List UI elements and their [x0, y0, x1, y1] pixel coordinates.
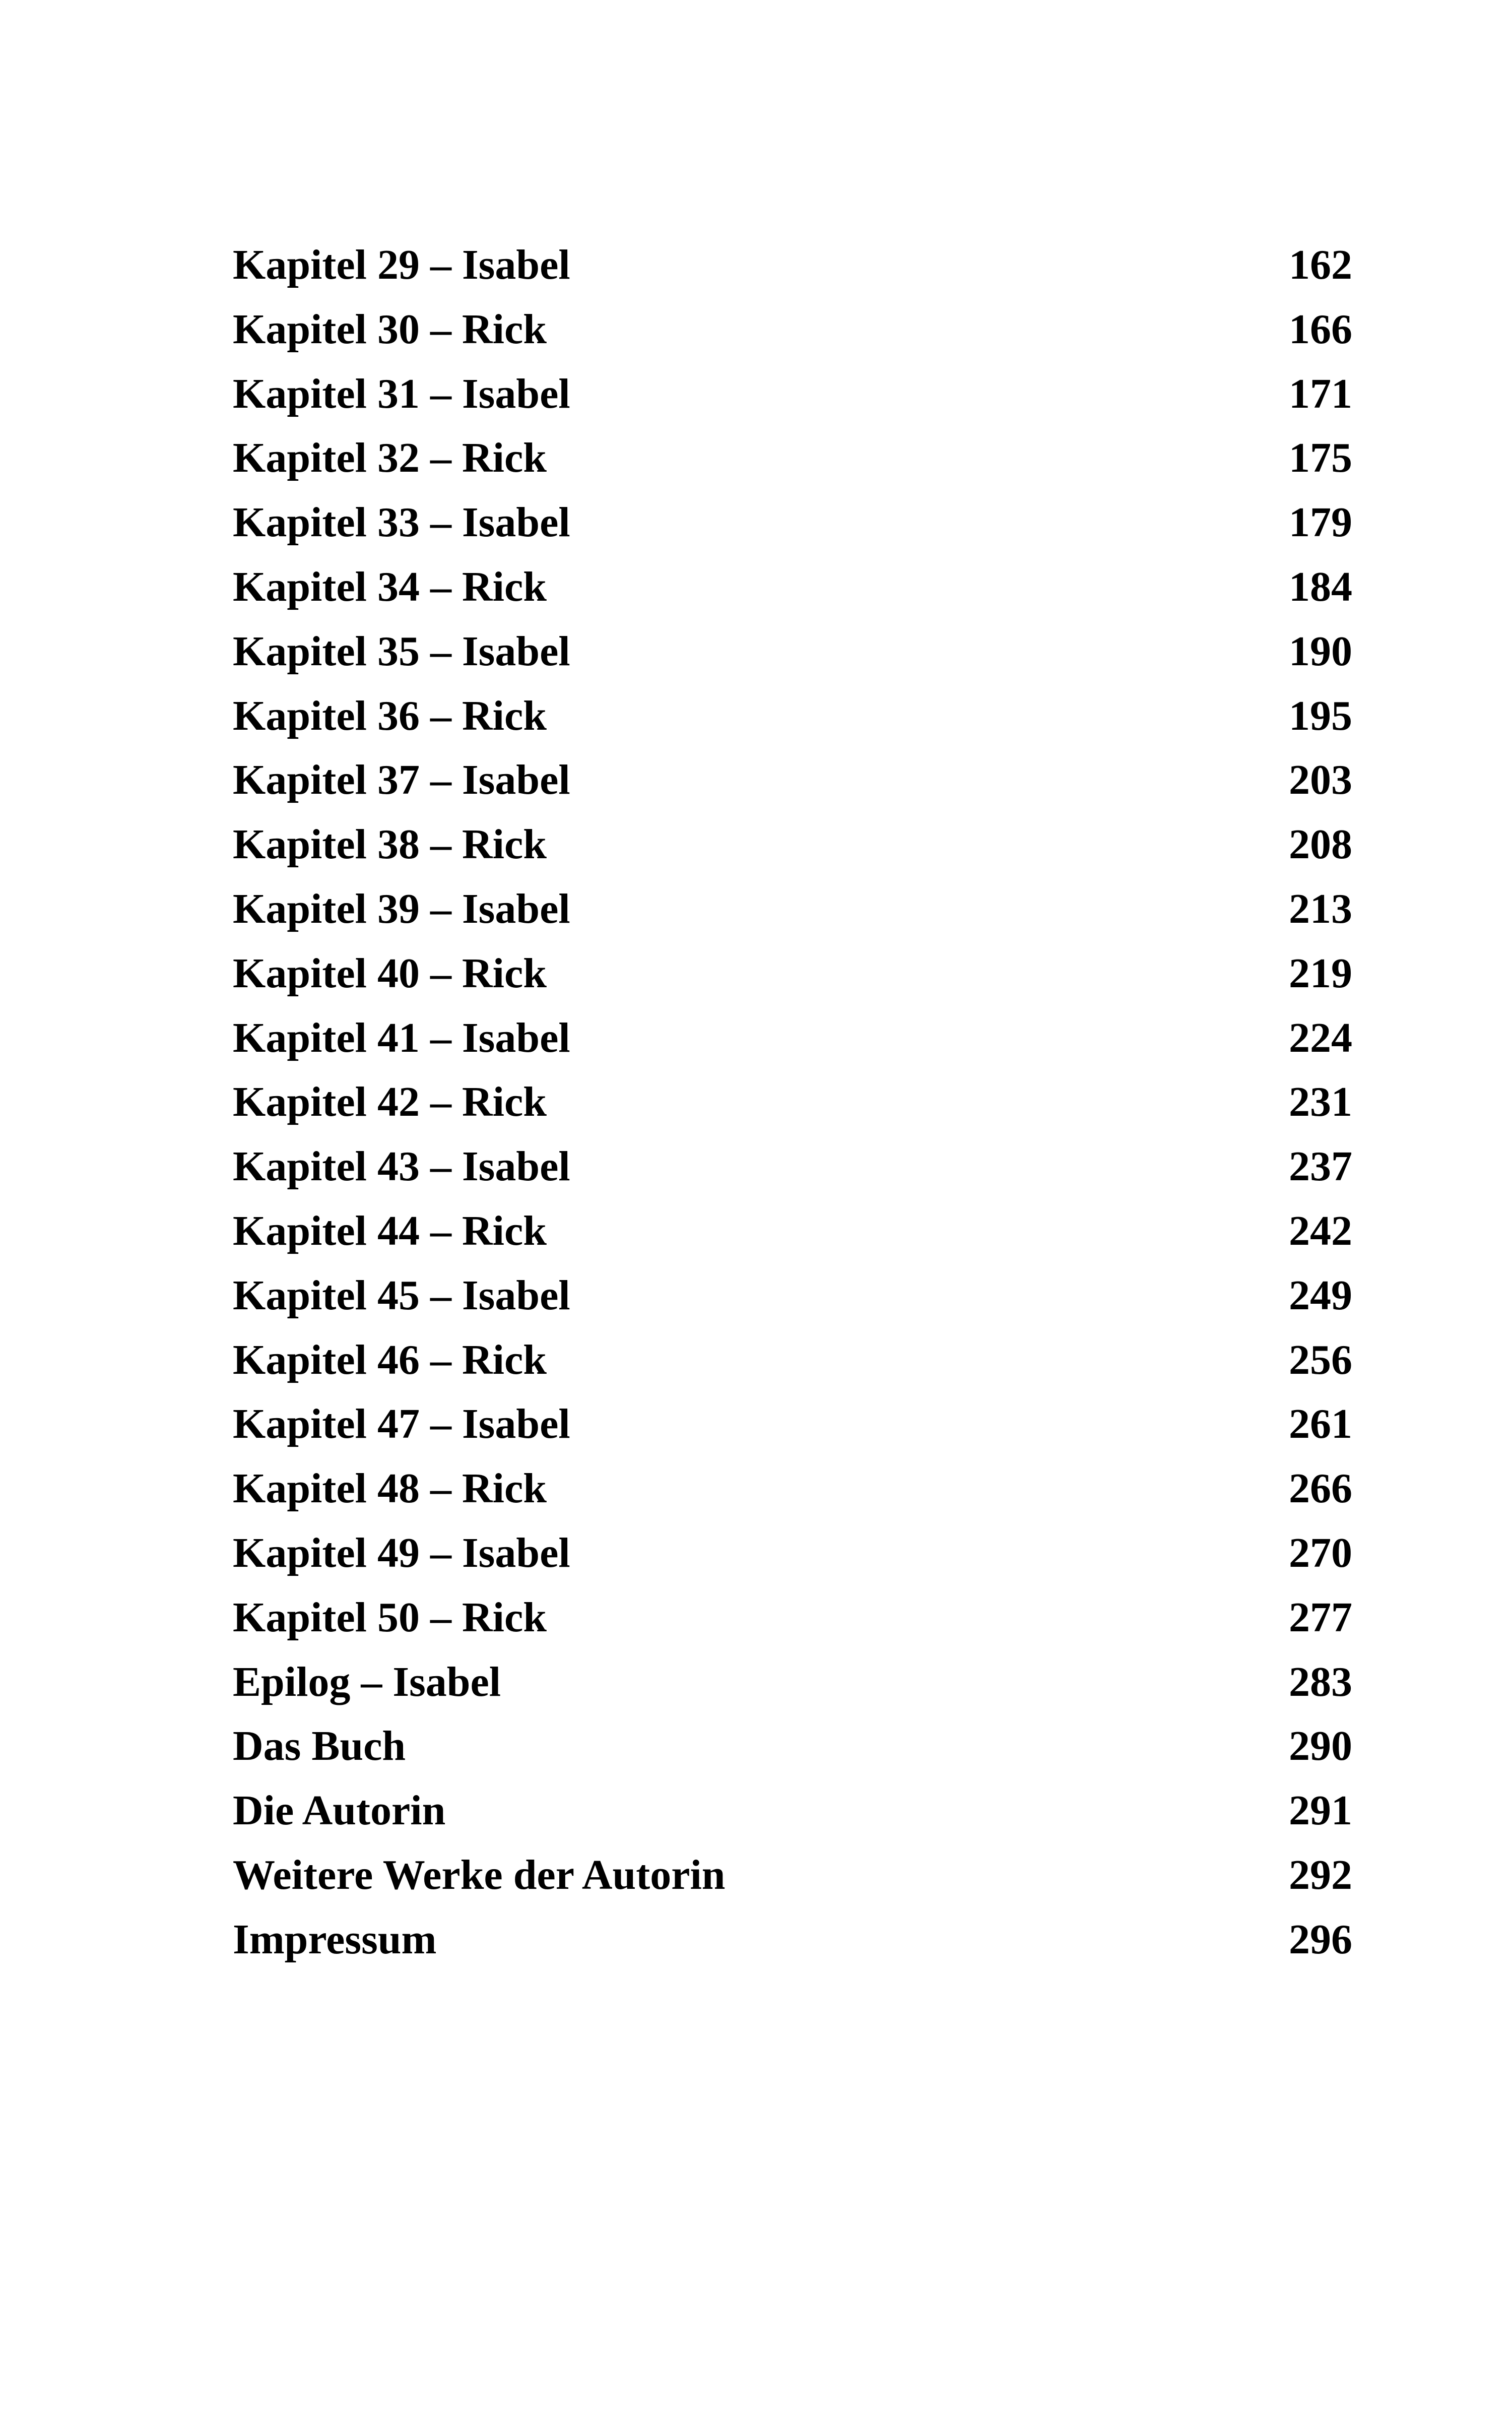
- toc-entry-page-number: 292: [1289, 1851, 1352, 1898]
- toc-entry-title: Kapitel 46 – Rick: [233, 1336, 547, 1383]
- toc-entry-kapitel-38[interactable]: [233, 812, 1352, 877]
- toc-entry-page-number: 213: [1289, 885, 1352, 932]
- toc-entry-page-number: 171: [1289, 370, 1352, 417]
- toc-entry-kapitel-47[interactable]: [233, 1392, 1352, 1456]
- toc-entry-title: Impressum: [233, 1916, 437, 1963]
- toc-entry-page-number: 179: [1289, 499, 1352, 546]
- toc-entry-page-number: 203: [1289, 756, 1352, 804]
- toc-entry-page-number: 231: [1289, 1078, 1352, 1126]
- toc-entry-page-number: 237: [1289, 1143, 1352, 1190]
- toc-entry-kapitel-32[interactable]: [233, 426, 1352, 490]
- toc-entry-kapitel-49[interactable]: [233, 1521, 1352, 1585]
- toc-entry-page-number: 175: [1289, 434, 1352, 482]
- toc-entry-title: Kapitel 43 – Isabel: [233, 1143, 570, 1190]
- toc-entry-kapitel-39[interactable]: [233, 877, 1352, 941]
- toc-entry-epilog[interactable]: [233, 1650, 1352, 1714]
- toc-entry-page-number: 266: [1289, 1465, 1352, 1512]
- toc-entry-title: Kapitel 31 – Isabel: [233, 370, 570, 417]
- toc-entry-page-number: 219: [1289, 949, 1352, 997]
- toc-entry-title: Kapitel 45 – Isabel: [233, 1271, 570, 1319]
- toc-entry-title: Kapitel 34 – Rick: [233, 563, 547, 610]
- toc-entry-kapitel-37[interactable]: [233, 748, 1352, 812]
- toc-entry-title: Kapitel 37 – Isabel: [233, 756, 570, 804]
- toc-entry-title: Kapitel 39 – Isabel: [233, 885, 570, 932]
- toc-entry-page-number: 290: [1289, 1723, 1352, 1770]
- toc-entry-title: Kapitel 42 – Rick: [233, 1078, 547, 1126]
- toc-entry-page-number: 291: [1289, 1787, 1352, 1834]
- toc-entry-page-number: 296: [1289, 1916, 1352, 1963]
- toc-entry-title: Die Autorin: [233, 1787, 446, 1834]
- toc-entry-page-number: 256: [1289, 1336, 1352, 1383]
- toc-entry-title: Kapitel 30 – Rick: [233, 305, 547, 353]
- toc-entry-title: Kapitel 35 – Isabel: [233, 627, 570, 675]
- toc-entry-impressum[interactable]: [233, 1907, 1352, 1972]
- toc-entry-title: Kapitel 32 – Rick: [233, 434, 547, 482]
- toc-entry-kapitel-33[interactable]: [233, 490, 1352, 555]
- toc-entry-title: Kapitel 40 – Rick: [233, 949, 547, 997]
- toc-entry-kapitel-40[interactable]: [233, 941, 1352, 1006]
- toc-entry-page-number: 283: [1289, 1658, 1352, 1705]
- toc-entry-title: Kapitel 48 – Rick: [233, 1465, 547, 1512]
- toc-entry-kapitel-29[interactable]: [233, 233, 1352, 297]
- toc-entry-kapitel-48[interactable]: [233, 1456, 1352, 1521]
- toc-entry-page-number: 184: [1289, 563, 1352, 610]
- toc-entry-title: Kapitel 36 – Rick: [233, 692, 547, 739]
- toc-entry-page-number: 277: [1289, 1594, 1352, 1641]
- toc-entry-kapitel-43[interactable]: [233, 1134, 1352, 1199]
- toc-entry-title: Kapitel 50 – Rick: [233, 1594, 547, 1641]
- toc-entry-kapitel-42[interactable]: [233, 1070, 1352, 1134]
- toc-entry-title: Kapitel 29 – Isabel: [233, 241, 570, 288]
- toc-entry-title: Kapitel 44 – Rick: [233, 1207, 547, 1254]
- toc-entry-kapitel-31[interactable]: [233, 362, 1352, 426]
- toc-entry-das-buch[interactable]: [233, 1714, 1352, 1778]
- toc-entry-title: Das Buch: [233, 1723, 406, 1770]
- toc-entry-kapitel-34[interactable]: [233, 555, 1352, 619]
- toc-entry-page-number: 162: [1289, 241, 1352, 288]
- toc-entry-kapitel-46[interactable]: [233, 1328, 1352, 1392]
- toc-entry-kapitel-45[interactable]: [233, 1263, 1352, 1328]
- toc-entry-title: Kapitel 41 – Isabel: [233, 1014, 570, 1061]
- toc-entry-title: Weitere Werke der Autorin: [233, 1851, 726, 1898]
- toc-entry-title: Kapitel 47 – Isabel: [233, 1400, 570, 1448]
- toc-entry-kapitel-41[interactable]: [233, 1006, 1352, 1070]
- toc-entry-page-number: 190: [1289, 627, 1352, 675]
- toc-entry-page-number: 195: [1289, 692, 1352, 739]
- toc-entry-page-number: 270: [1289, 1529, 1352, 1576]
- toc-entry-title: Kapitel 38 – Rick: [233, 821, 547, 868]
- toc-entry-title: Kapitel 49 – Isabel: [233, 1529, 570, 1576]
- toc-entry-page-number: 261: [1289, 1400, 1352, 1448]
- toc-entry-page-number: 249: [1289, 1271, 1352, 1319]
- toc-entry-page-number: 166: [1289, 305, 1352, 353]
- toc-entry-title: Kapitel 33 – Isabel: [233, 499, 570, 546]
- toc-entry-page-number: 208: [1289, 821, 1352, 868]
- toc-entry-title: Epilog – Isabel: [233, 1658, 501, 1705]
- toc-entry-weitere-werke[interactable]: [233, 1843, 1352, 1907]
- toc-entry-page-number: 242: [1289, 1207, 1352, 1254]
- toc-entry-kapitel-50[interactable]: [233, 1585, 1352, 1650]
- toc-entry-kapitel-30[interactable]: [233, 297, 1352, 362]
- toc-entry-kapitel-36[interactable]: [233, 684, 1352, 748]
- toc-entry-kapitel-35[interactable]: [233, 619, 1352, 684]
- toc-entry-page-number: 224: [1289, 1014, 1352, 1061]
- toc-entry-die-autorin[interactable]: [233, 1778, 1352, 1843]
- toc-entry-kapitel-44[interactable]: [233, 1199, 1352, 1263]
- table-of-contents: [233, 233, 1352, 1972]
